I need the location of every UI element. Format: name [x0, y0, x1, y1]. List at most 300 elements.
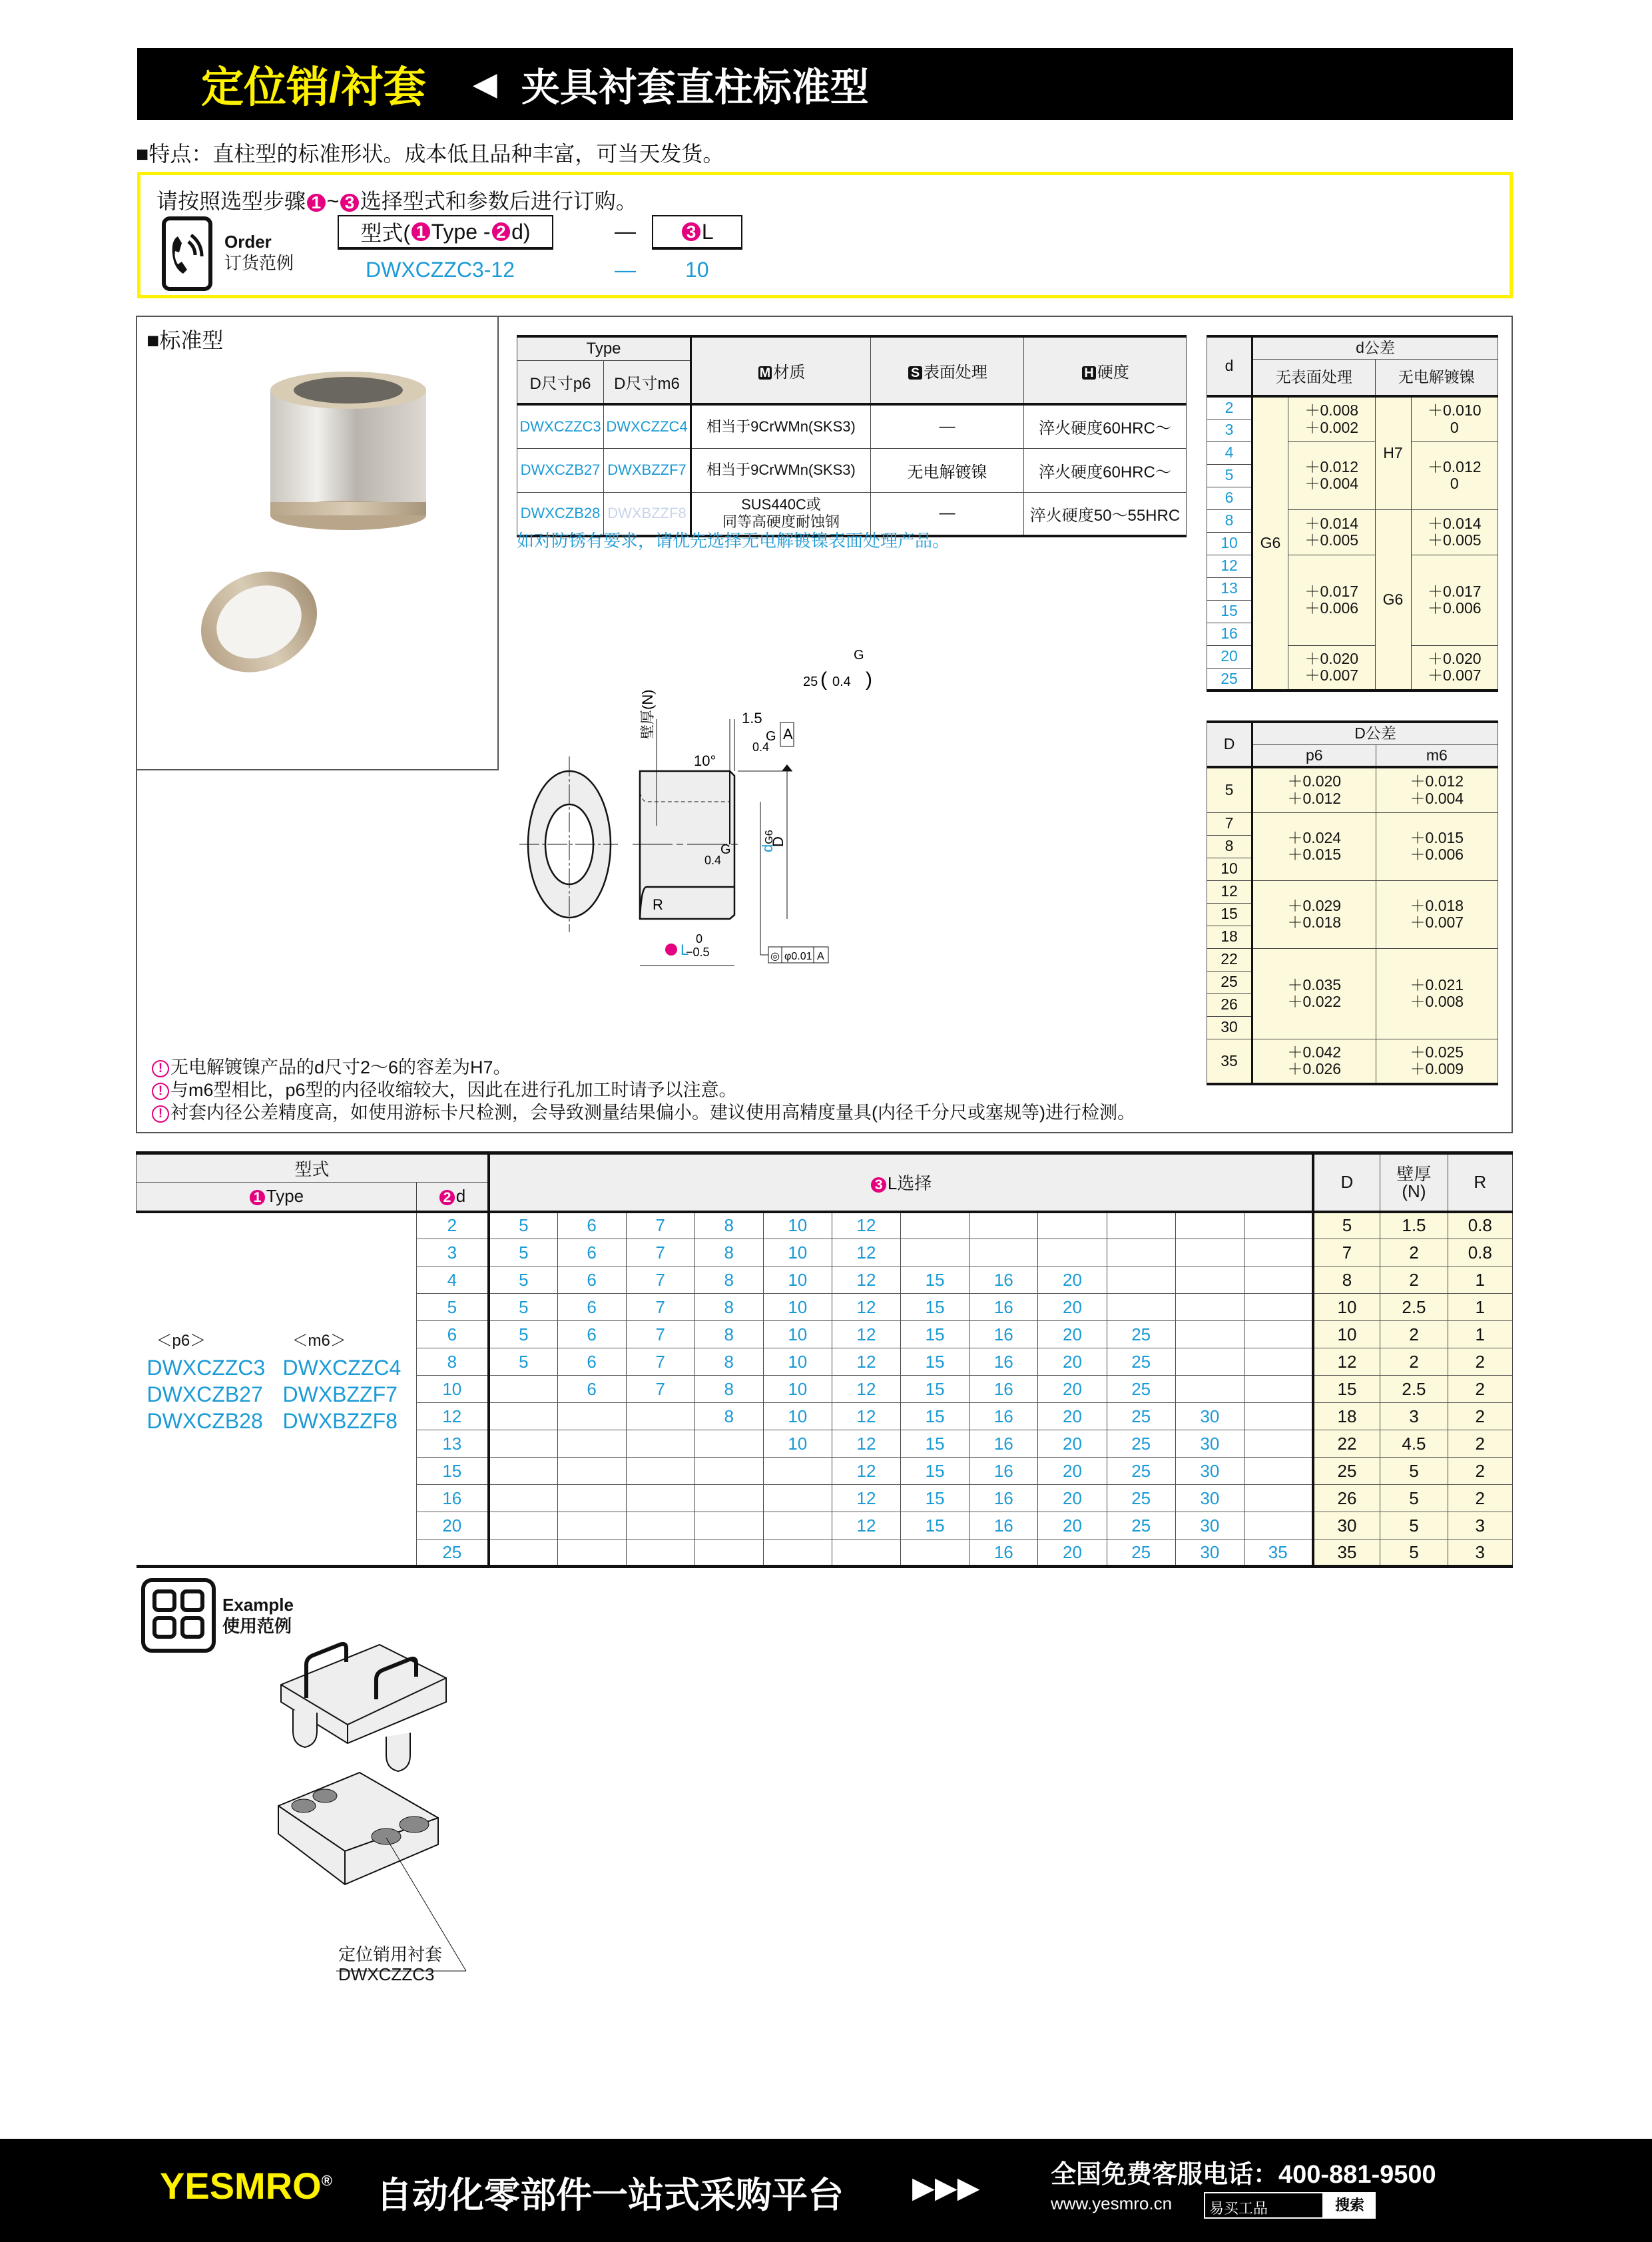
wall-value: 2	[1380, 1321, 1448, 1348]
warning-icon: !	[152, 1083, 169, 1100]
col-m6: D尺寸m6	[603, 360, 690, 404]
paren-close: )	[866, 669, 872, 691]
R-value: 1	[1448, 1321, 1512, 1348]
wall-value: 5	[1380, 1458, 1448, 1485]
L-option	[1175, 1266, 1244, 1294]
step-badge-2: 2	[492, 222, 511, 241]
rough-g-top: G	[766, 729, 776, 744]
d-tol-row	[1207, 396, 1498, 419]
L-option[interactable]: 15	[901, 1485, 969, 1512]
col-surface	[871, 336, 1024, 404]
page-header	[137, 48, 1513, 120]
d-value: 15	[1207, 600, 1252, 623]
D-value: 5	[1313, 1212, 1380, 1239]
product-title: 夹具衬套直柱标准型	[521, 66, 869, 109]
L-option	[626, 1540, 694, 1567]
L-option	[1175, 1321, 1244, 1348]
step-badge-1: 1	[250, 1190, 264, 1205]
col-model: 型式	[137, 1153, 489, 1183]
L-option[interactable]: 5	[489, 1239, 557, 1266]
technical-drawing	[519, 633, 1185, 1005]
L-option[interactable]: 25	[1107, 1376, 1175, 1403]
col-p6: p6	[1252, 744, 1376, 767]
format-dash: —	[615, 219, 636, 243]
L-option	[626, 1430, 694, 1458]
type-p6[interactable]: DWXCZZC3	[517, 404, 604, 448]
type-p6[interactable]: DWXCZB28	[517, 492, 604, 536]
L-option[interactable]: 7	[626, 1321, 694, 1348]
L-option	[694, 1540, 763, 1567]
L-option[interactable]: 16	[969, 1458, 1038, 1485]
L-option[interactable]: 15	[901, 1294, 969, 1321]
order-label-en: Order	[224, 232, 272, 252]
order-example-box	[137, 172, 1513, 298]
d-value: 16	[1207, 623, 1252, 645]
L-option[interactable]: 15	[901, 1348, 969, 1376]
L-option[interactable]: 10	[763, 1403, 832, 1430]
D-value: 22	[1313, 1430, 1380, 1458]
D-value: 12	[1207, 880, 1252, 903]
L-option[interactable]: 20	[1038, 1321, 1107, 1348]
L-option[interactable]: 12	[832, 1266, 900, 1294]
model-format-pre: 型式(	[360, 221, 411, 245]
L-option[interactable]: 8	[694, 1239, 763, 1266]
d-value[interactable]: 5	[416, 1294, 489, 1321]
L-option[interactable]: 12	[832, 1485, 900, 1512]
L-option[interactable]: 10	[763, 1376, 832, 1403]
L-option[interactable]: 25	[1107, 1458, 1175, 1485]
L-option[interactable]: 30	[1175, 1430, 1244, 1458]
model-format-d: d)	[511, 219, 531, 244]
L-option	[489, 1512, 557, 1540]
dim-L: L	[681, 942, 689, 958]
L-option[interactable]: 5	[489, 1212, 557, 1239]
category-title: 定位销/衬套	[201, 63, 426, 111]
col-d-tolerance: d公差	[1252, 336, 1498, 359]
L-option[interactable]: 15	[901, 1512, 969, 1540]
L-option[interactable]: 12	[832, 1403, 900, 1430]
L-option	[901, 1239, 969, 1266]
wall-value: 5	[1380, 1540, 1448, 1567]
step-badge-3	[665, 944, 677, 956]
L-option[interactable]: 12	[832, 1376, 900, 1403]
d-value[interactable]: 16	[416, 1485, 489, 1512]
ni-class-large: G6	[1375, 509, 1411, 691]
R-value: 2	[1448, 1403, 1512, 1430]
L-lower: −0.5	[686, 946, 710, 959]
table-row	[137, 1212, 1513, 1239]
type-m6[interactable]: DWXBZZF7	[603, 448, 690, 492]
L-option[interactable]: 16	[969, 1321, 1038, 1348]
L-option[interactable]: 16	[969, 1294, 1038, 1321]
hardness: 淬火硬度60HRC～	[1024, 448, 1187, 492]
col-material-label: 材质	[773, 363, 806, 382]
L-option	[1038, 1212, 1107, 1239]
type-p6-link[interactable]: DWXCZZC3	[146, 1355, 266, 1380]
L-option[interactable]: 5	[489, 1294, 557, 1321]
L-option[interactable]: 7	[626, 1266, 694, 1294]
L-option	[763, 1458, 832, 1485]
L-option[interactable]: 10	[763, 1294, 832, 1321]
L-option[interactable]: 30	[1175, 1540, 1244, 1567]
L-option[interactable]: 20	[1038, 1266, 1107, 1294]
L-option[interactable]: 30	[1175, 1403, 1244, 1430]
breadcrumb-arrow-icon: ◀	[472, 67, 497, 102]
L-option[interactable]: 12	[832, 1430, 900, 1458]
arrows-icon: ▶▶▶	[912, 2171, 980, 2204]
type-p6-link[interactable]: DWXCZB28	[146, 1408, 263, 1433]
D-tolerance-table	[1207, 720, 1498, 1085]
col-D-tolerance: D公差	[1252, 722, 1498, 744]
col-hardness	[1024, 336, 1187, 404]
col-D: D	[1207, 722, 1252, 767]
wall-value: 1.5	[1380, 1212, 1448, 1239]
L-option[interactable]: 16	[969, 1348, 1038, 1376]
d-tol-row	[1207, 645, 1498, 668]
L-option[interactable]: 10	[763, 1321, 832, 1348]
col-p6: D尺寸p6	[517, 360, 604, 404]
L-option[interactable]: 12	[832, 1239, 900, 1266]
d-tol-row	[1207, 509, 1498, 532]
L-option[interactable]: 10	[763, 1348, 832, 1376]
L-option[interactable]: 15	[901, 1266, 969, 1294]
d-value[interactable]: 3	[416, 1239, 489, 1266]
type-m6-link[interactable]: DWXBZZF7	[282, 1382, 398, 1406]
col-material	[691, 336, 871, 404]
L-option[interactable]: 6	[557, 1376, 626, 1403]
L-option[interactable]: 15	[901, 1430, 969, 1458]
R-value: 2	[1448, 1485, 1512, 1512]
L-option[interactable]: 20	[1038, 1485, 1107, 1512]
L-option[interactable]: 10	[763, 1239, 832, 1266]
type-m6-link[interactable]: DWXBZZF8	[282, 1408, 398, 1433]
plain-class: G6	[1252, 396, 1288, 691]
L-option[interactable]: 5	[489, 1321, 557, 1348]
warning-icon: !	[152, 1105, 169, 1123]
D-value: 5	[1207, 767, 1252, 812]
D-value: 18	[1207, 926, 1252, 948]
L-option[interactable]: 8	[694, 1376, 763, 1403]
dim-D: D	[770, 836, 786, 847]
L-option[interactable]: 12	[832, 1512, 900, 1540]
L-option[interactable]: 16	[969, 1266, 1038, 1294]
L-option[interactable]: 16	[969, 1512, 1038, 1540]
example-length: 10	[685, 258, 709, 282]
L-option[interactable]: 20	[1038, 1294, 1107, 1321]
concentricity-value: φ0.01	[784, 951, 812, 962]
D-value: 8	[1207, 835, 1252, 858]
d-value: 2	[1207, 396, 1252, 419]
D-tol-row	[1207, 880, 1498, 903]
feature-text: ■特点：直柱型的标准形状。成本低且品种丰富，可当天发货。	[136, 142, 724, 166]
d-value[interactable]: 10	[416, 1376, 489, 1403]
p6-tolerance: ＋0.029 ＋0.018	[1252, 880, 1376, 948]
type-m6[interactable]: DWXCZZC4	[603, 404, 690, 448]
product-photo-area	[136, 316, 499, 770]
L-option[interactable]: 20	[1038, 1376, 1107, 1403]
R-value: 3	[1448, 1512, 1512, 1540]
d-value[interactable]: 12	[416, 1403, 489, 1430]
L-option	[1244, 1376, 1312, 1403]
surface-general: 25	[803, 675, 818, 689]
d-value[interactable]: 13	[416, 1430, 489, 1458]
type-m6-link[interactable]: DWXCZZC4	[282, 1355, 402, 1380]
p6-label: ＜p6＞	[156, 1331, 206, 1350]
footer-banner	[0, 2139, 1652, 2242]
m6-tolerance: ＋0.015 ＋0.006	[1376, 812, 1498, 880]
L-option	[1107, 1266, 1175, 1294]
material: 相当于9CrWMn(SKS3)	[691, 448, 871, 492]
R-value: 0.8	[1448, 1239, 1512, 1266]
ni-tolerance: ＋0.017 ＋0.006	[1411, 555, 1498, 645]
bushing-photo	[136, 342, 495, 768]
d-value[interactable]: 6	[416, 1321, 489, 1348]
L-option	[1244, 1348, 1312, 1376]
L-option[interactable]: 16	[969, 1540, 1038, 1567]
L-option[interactable]: 20	[1038, 1458, 1107, 1485]
L-option	[694, 1485, 763, 1512]
L-option	[1107, 1212, 1175, 1239]
ni-tolerance: ＋0.010 0	[1411, 396, 1498, 441]
d-value: 13	[1207, 577, 1252, 600]
rust-note: 如对防锈有要求，请优先选择无电解镀镍表面处理产品。	[517, 531, 950, 551]
L-option[interactable]: 16	[969, 1403, 1038, 1430]
L-option	[1175, 1348, 1244, 1376]
L-option[interactable]: 16	[969, 1485, 1038, 1512]
L-option	[489, 1485, 557, 1512]
L-option[interactable]: 8	[694, 1403, 763, 1430]
d-value[interactable]: 20	[416, 1512, 489, 1540]
L-option	[557, 1540, 626, 1567]
L-option[interactable]: 35	[1244, 1540, 1312, 1567]
step-badge-1: 1	[307, 194, 326, 212]
wall-label: 壁厚(N)	[639, 689, 656, 739]
L-option[interactable]: 30	[1175, 1485, 1244, 1512]
L-option	[489, 1403, 557, 1430]
L-option[interactable]: 6	[557, 1348, 626, 1376]
R-value: 2	[1448, 1348, 1512, 1376]
rough-g-inner: G	[720, 842, 731, 857]
surface-paren-value: 0.4	[832, 675, 851, 689]
col-d-label: d	[455, 1186, 466, 1207]
type-p6-link[interactable]: DWXCZB27	[146, 1382, 263, 1406]
L-option[interactable]: 6	[557, 1266, 626, 1294]
col-L-select	[489, 1153, 1312, 1212]
hotline: 全国免费客服电话：400-881-9500	[1051, 2161, 1436, 2189]
step-badge-3: 3	[340, 194, 359, 212]
L-option[interactable]: 6	[557, 1239, 626, 1266]
col-d: d	[1207, 336, 1252, 396]
D-value: 10	[1313, 1321, 1380, 1348]
m6-tolerance: ＋0.021 ＋0.008	[1376, 948, 1498, 1039]
L-option[interactable]: 16	[969, 1430, 1038, 1458]
D-value: 35	[1313, 1540, 1380, 1567]
R-value: 3	[1448, 1540, 1512, 1567]
L-option[interactable]: 5	[489, 1348, 557, 1376]
m6-tolerance: ＋0.018 ＋0.007	[1376, 880, 1498, 948]
L-option[interactable]: 15	[901, 1403, 969, 1430]
p6-tolerance: ＋0.020 ＋0.012	[1252, 767, 1376, 812]
D-value: 7	[1313, 1239, 1380, 1266]
ni-tolerance: ＋0.014 ＋0.005	[1411, 509, 1498, 555]
L-option	[489, 1540, 557, 1567]
d-value: 10	[1207, 532, 1252, 555]
rough-04-top: 0.4	[752, 740, 770, 754]
L-option[interactable]: 20	[1038, 1430, 1107, 1458]
L-option	[1175, 1239, 1244, 1266]
L-option	[763, 1540, 832, 1567]
L-option[interactable]: 12	[832, 1348, 900, 1376]
L-option[interactable]: 20	[1038, 1403, 1107, 1430]
warning-item	[152, 1101, 1135, 1124]
L-option[interactable]: 25	[1107, 1485, 1175, 1512]
L-option[interactable]: 10	[763, 1266, 832, 1294]
L-option	[1244, 1512, 1312, 1540]
L-option	[626, 1458, 694, 1485]
L-option[interactable]: 5	[489, 1266, 557, 1294]
d-value[interactable]: 4	[416, 1266, 489, 1294]
D-value: 15	[1207, 903, 1252, 926]
L-option[interactable]: 25	[1107, 1321, 1175, 1348]
L-option	[832, 1540, 900, 1567]
L-option	[1244, 1485, 1312, 1512]
D-value: 30	[1313, 1512, 1380, 1540]
paren-open: (	[820, 669, 827, 691]
L-option[interactable]: 30	[1175, 1512, 1244, 1540]
d-value[interactable]: 8	[416, 1348, 489, 1376]
L-option[interactable]: 8	[694, 1294, 763, 1321]
D-value: 25	[1313, 1458, 1380, 1485]
material-row	[517, 404, 1187, 448]
R-value: 2	[1448, 1376, 1512, 1403]
col-type: Type	[517, 336, 691, 360]
L-option[interactable]: 8	[694, 1266, 763, 1294]
L-option	[489, 1430, 557, 1458]
L-option[interactable]: 20	[1038, 1512, 1107, 1540]
datum-label: A	[783, 726, 793, 742]
L-option	[557, 1485, 626, 1512]
L-option[interactable]: 25	[1107, 1403, 1175, 1430]
L-option[interactable]: 8	[694, 1348, 763, 1376]
L-option[interactable]: 12	[832, 1458, 900, 1485]
plain-tolerance: ＋0.020 ＋0.007	[1288, 645, 1376, 691]
D-tol-row	[1207, 1039, 1498, 1084]
L-option[interactable]: 7	[626, 1294, 694, 1321]
surface-icon: S	[908, 366, 922, 380]
L-option	[694, 1430, 763, 1458]
radius-label: R	[653, 896, 663, 913]
L-option	[557, 1512, 626, 1540]
warning-text: 无电解镀镍产品的d尺寸2～6的容差为H7。	[170, 1057, 511, 1077]
L-option	[1244, 1266, 1312, 1294]
L-option[interactable]: 6	[557, 1212, 626, 1239]
L-option[interactable]: 20	[1038, 1348, 1107, 1376]
d-value[interactable]: 2	[416, 1212, 489, 1239]
L-option[interactable]: 7	[626, 1239, 694, 1266]
step-badge-1: 1	[412, 222, 430, 241]
wall-value: 4.5	[1380, 1430, 1448, 1458]
order-label-cn: 订货范例	[224, 253, 294, 273]
dim-d: dG6	[759, 830, 776, 852]
L-option[interactable]: 6	[557, 1321, 626, 1348]
L-option	[969, 1239, 1038, 1266]
L-option[interactable]: 16	[969, 1376, 1038, 1403]
search-button[interactable]: 搜索	[1324, 2192, 1376, 2219]
L-option[interactable]: 8	[694, 1212, 763, 1239]
example-illustration	[266, 1625, 546, 2051]
D-value: 22	[1207, 948, 1252, 971]
model-format-box	[338, 215, 553, 250]
ni-tolerance: ＋0.012 0	[1411, 441, 1498, 509]
warning-text: 衬套内径公差精度高，如使用游标卡尺检测，会导致测量结果偏小。建议使用高精度量具(内径千分尺或塞规等)进行检测。	[170, 1103, 1135, 1123]
type-m6[interactable]: DWXBZZF8	[603, 492, 690, 536]
L-option[interactable]: 20	[1038, 1540, 1107, 1567]
d-value: 8	[1207, 509, 1252, 532]
material-table	[517, 335, 1187, 537]
d-value[interactable]: 15	[416, 1458, 489, 1485]
wall-value: 2.5	[1380, 1376, 1448, 1403]
D-tol-row	[1207, 767, 1498, 812]
footer-slogan: 自动化零部件一站式采购平台	[376, 2175, 844, 2215]
ni-tolerance: ＋0.020 ＋0.007	[1411, 645, 1498, 691]
L-option[interactable]: 25	[1107, 1430, 1175, 1458]
L-option[interactable]: 15	[901, 1321, 969, 1348]
L-option[interactable]: 15	[901, 1376, 969, 1403]
p6-tolerance: ＋0.035 ＋0.022	[1252, 948, 1376, 1039]
d-value[interactable]: 25	[416, 1540, 489, 1567]
type-p6[interactable]: DWXCZB27	[517, 448, 604, 492]
L-option	[557, 1403, 626, 1430]
plain-tolerance: ＋0.012 ＋0.004	[1288, 441, 1376, 509]
L-option	[489, 1458, 557, 1485]
L-option[interactable]: 25	[1107, 1348, 1175, 1376]
L-option[interactable]: 30	[1175, 1458, 1244, 1485]
L-option[interactable]: 7	[626, 1212, 694, 1239]
L-option[interactable]: 10	[763, 1212, 832, 1239]
L-option[interactable]: 7	[626, 1376, 694, 1403]
website-url[interactable]: www.yesmro.cn	[1051, 2193, 1173, 2213]
L-option[interactable]: 8	[694, 1321, 763, 1348]
example-model: DWXCZZC3-12	[366, 258, 515, 282]
L-option	[1244, 1458, 1312, 1485]
L-option[interactable]: 12	[832, 1212, 900, 1239]
m6-tolerance: ＋0.025 ＋0.009	[1376, 1039, 1498, 1084]
L-option[interactable]: 25	[1107, 1512, 1175, 1540]
L-option[interactable]: 6	[557, 1294, 626, 1321]
registered-mark: ®	[321, 2172, 332, 2189]
warning-item	[152, 1079, 1135, 1101]
L-option	[1244, 1403, 1312, 1430]
L-option[interactable]: 10	[763, 1430, 832, 1458]
hardness-icon: H	[1082, 366, 1096, 380]
L-option[interactable]: 25	[1107, 1540, 1175, 1567]
L-option[interactable]: 12	[832, 1321, 900, 1348]
search-input[interactable]: 易买工品	[1204, 2192, 1324, 2219]
d-value: 12	[1207, 555, 1252, 577]
m6-tolerance: ＋0.012 ＋0.004	[1376, 767, 1498, 812]
D-value: 8	[1313, 1266, 1380, 1294]
L-option[interactable]: 7	[626, 1348, 694, 1376]
L-option[interactable]: 12	[832, 1294, 900, 1321]
L-option[interactable]: 15	[901, 1458, 969, 1485]
d-value: 3	[1207, 419, 1252, 441]
d-tol-row	[1207, 555, 1498, 577]
callout-model: DWXCZZC3	[338, 1964, 435, 1984]
concentricity-datum: A	[817, 951, 824, 962]
brand-logo[interactable]: YESMRO®	[160, 2165, 332, 2207]
col-D: D	[1313, 1153, 1380, 1212]
L-option	[763, 1485, 832, 1512]
